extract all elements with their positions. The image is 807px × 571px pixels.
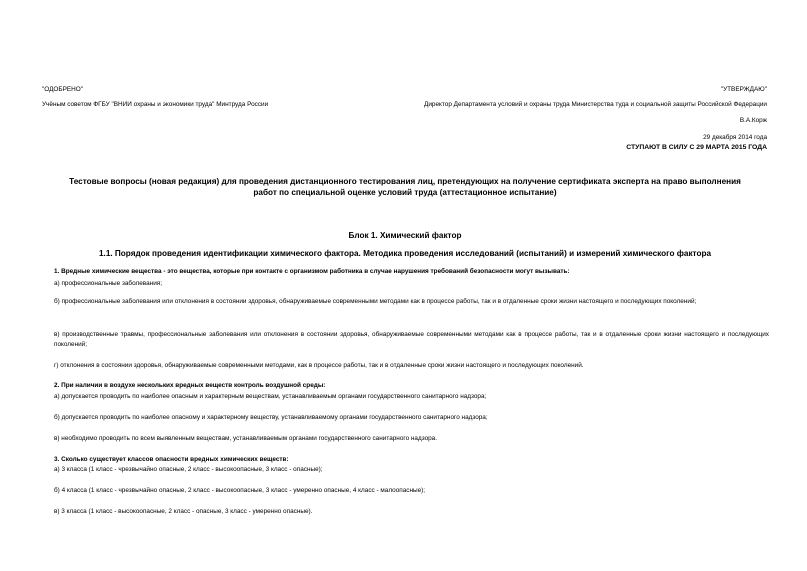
q2-answer-c: в) необходимо проводить по всем выявленным веществам, устанавливаемым органами государственного санитарного надзора. xyxy=(54,435,438,442)
q2-answer-a: а) допускается проводить по наиболее опасным и характерным веществам, устанавливаемым органами государственного санитарного надзора; xyxy=(54,393,487,400)
question-2: 2. При наличии в воздухе нескольких вредных веществ контроль воздушной среды: xyxy=(54,382,326,389)
q1-answer-a: а) профессиональные заболевания; xyxy=(54,280,163,287)
question-1: 1. Вредные химические вещества - это вещества, которые при контакте с организмом работника в случае нарушения требований безопасности могут вызывать: xyxy=(54,268,570,275)
doc-title-line2: работ по специальной оценке условий труда (аттестационное испытание) xyxy=(253,188,557,197)
q3-answer-b: б) 4 класса (1 класс - чрезвычайно опасные, 2 класс - высокоопасные, 3 класс - умеренно опасные, 4 класс - малоопасные); xyxy=(54,487,426,494)
approval-date: 29 декабря 2014 года xyxy=(703,134,767,141)
q1-answer-c: в) производственные травмы, профессиональные заболевания или отклонения в состоянии здоровья, обнаруживаемые современными методами как в процессе работы, так и в отдаленные сроки жизни настоящего и последующих поколений; xyxy=(54,331,769,348)
section-title: 1.1. Порядок проведения идентификации химического фактора. Методика проведения исследований (испытаний) и измерений химического фактора xyxy=(98,249,711,258)
doc-title-line1: Тестовые вопросы (новая редакция) для проведения дистанционного тестирования лиц, претендующих на получение сертификата эксперта на право выполнения xyxy=(69,177,741,186)
q3-answer-c: в) 3 класса (1 класс - высокоопасные, 2 класс - опасные, 3 класс - умеренно опасные). xyxy=(54,508,313,515)
approved-label: "ОДОБРЕНО" xyxy=(42,86,83,93)
question-3: 3. Сколько существует классов опасности вредных химических веществ: xyxy=(54,456,289,463)
approved-by: Учёным советом ФГБУ "ВНИИ охраны и экономики труда" Минтруда России xyxy=(42,101,269,108)
q2-answer-b: б) допускается проводить по наиболее опасному и характерному веществу, устанавливаемому органами государственного санитарного надзора; xyxy=(54,414,488,421)
q3-answer-a: а) 3 класса (1 класс - чрезвычайно опасные, 2 класс - высокоопасные, 3 класс - опасные); xyxy=(54,466,323,473)
confirm-by: Директор Департамента условий и охраны труда Министерства туда и социальной защиты Российской Федерации xyxy=(424,101,767,108)
q1-answer-b: б) профессиональные заболевания или отклонения в состоянии здоровья, обнаруживаемые современными методами как в процессе работы, так и в отдаленные сроки жизни настоящего и последующих поколений; xyxy=(54,298,697,305)
q1-answer-d: г) отклонения в состоянии здоровья, обнаруживаемые современными методами, как в процессе работы, так и в отдаленные сроки жизни настоящего и последующих поколений. xyxy=(54,362,584,369)
effective-date: СТУПАЮТ В СИЛУ С 29 МАРТА 2015 ГОДА xyxy=(626,144,767,151)
block-title: Блок 1. Химический фактор xyxy=(348,231,462,240)
confirm-label: "УТВЕРЖДАЮ" xyxy=(720,86,767,93)
signer: В.А.Корж xyxy=(739,117,767,124)
